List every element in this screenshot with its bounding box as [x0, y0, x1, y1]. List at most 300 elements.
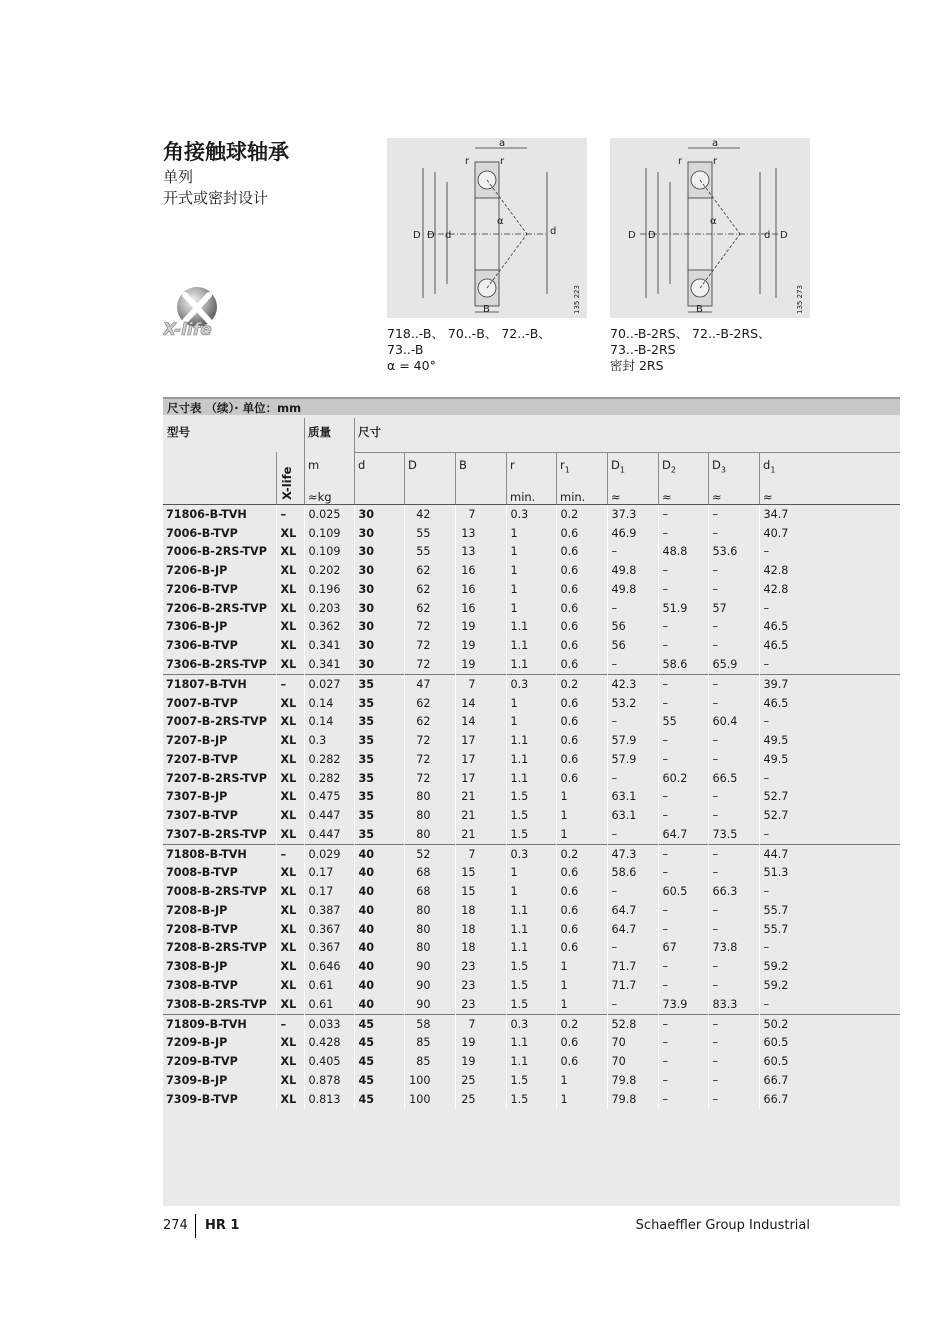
cell-r: 1.1: [506, 1033, 556, 1052]
cell-D3: 83.3: [708, 995, 759, 1014]
table-row: [163, 543, 900, 562]
cell-D2: –: [658, 618, 708, 637]
cell-D: 62: [404, 599, 455, 618]
cell-B: 16: [455, 599, 506, 618]
cell-D1: 63.1: [607, 806, 658, 825]
cell-designation: 7309-B-JP: [163, 1071, 276, 1090]
cell-D3: –: [708, 694, 759, 713]
cell-mass: 0.282: [304, 750, 354, 769]
cell-D2: –: [658, 864, 708, 883]
col-xlife: X-life: [280, 466, 294, 500]
col-D3: $D_3$: [712, 458, 726, 475]
cell-mass: 0.475: [304, 787, 354, 806]
cell-D3: –: [708, 901, 759, 920]
cell-D1: 56: [607, 636, 658, 655]
cell-B: 15: [455, 882, 506, 901]
cell-D: 80: [404, 825, 455, 844]
table-row: [163, 694, 900, 713]
cell-r1: 0.2: [556, 505, 607, 524]
cell-designation: 7208-B-2RS-TVP: [163, 939, 276, 958]
cell-D2: 58.6: [658, 655, 708, 674]
cell-D: 55: [404, 524, 455, 543]
cell-designation: 71809-B-TVH: [163, 1014, 276, 1033]
cell-d1: –: [759, 712, 900, 731]
cell-designation: 7007-B-TVP: [163, 694, 276, 713]
cell-D2: –: [658, 1071, 708, 1090]
cell-r1: 0.6: [556, 882, 607, 901]
cell-D3: –: [708, 580, 759, 599]
cell-d1: 50.2: [759, 1014, 900, 1033]
cell-d: 35: [354, 694, 404, 713]
table-row: [163, 561, 900, 580]
cell-D3: 57: [708, 599, 759, 618]
cell-mass: 0.203: [304, 599, 354, 618]
table-row: [163, 1071, 900, 1090]
cell-xlife: XL: [276, 655, 304, 674]
cell-D3: 66.3: [708, 882, 759, 901]
cell-r1: 1: [556, 787, 607, 806]
cell-D: 72: [404, 618, 455, 637]
cell-d: 45: [354, 1071, 404, 1090]
cell-designation: 7308-B-TVP: [163, 976, 276, 995]
cell-D: 80: [404, 787, 455, 806]
cell-xlife: XL: [276, 995, 304, 1014]
cell-D2: –: [658, 1033, 708, 1052]
table-title: 尺寸表 （续）· 单位：mm: [163, 397, 900, 415]
cell-xlife: XL: [276, 920, 304, 939]
col-designation: 型号: [167, 425, 190, 439]
cell-D1: –: [607, 995, 658, 1014]
cell-D2: –: [658, 920, 708, 939]
cell-d1: 60.5: [759, 1052, 900, 1071]
cell-xlife: XL: [276, 864, 304, 883]
cell-xlife: XL: [276, 731, 304, 750]
cell-D: 100: [404, 1071, 455, 1090]
cell-D2: 64.7: [658, 825, 708, 844]
cell-xlife: XL: [276, 825, 304, 844]
table-row: [163, 825, 900, 844]
cell-B: 14: [455, 712, 506, 731]
cell-r1: 0.2: [556, 844, 607, 863]
cell-d: 30: [354, 618, 404, 637]
table-row: [163, 957, 900, 976]
cell-d1: 52.7: [759, 806, 900, 825]
cell-D3: –: [708, 731, 759, 750]
cell-B: 13: [455, 524, 506, 543]
cell-B: 16: [455, 580, 506, 599]
cell-D3: 53.6: [708, 543, 759, 562]
x-life-logo: [163, 285, 243, 345]
cell-xlife: XL: [276, 636, 304, 655]
cell-mass: 0.282: [304, 769, 354, 788]
cell-d: 35: [354, 825, 404, 844]
cell-D2: –: [658, 787, 708, 806]
cell-xlife: XL: [276, 712, 304, 731]
col-D1: $D_1$: [611, 458, 625, 475]
cell-mass: 0.878: [304, 1071, 354, 1090]
cell-designation: 7206-B-JP: [163, 561, 276, 580]
cell-r1: 0.6: [556, 939, 607, 958]
table-row: [163, 580, 900, 599]
cell-xlife: XL: [276, 1033, 304, 1052]
cell-mass: 0.14: [304, 694, 354, 713]
cell-r: 1.5: [506, 1071, 556, 1090]
cell-d: 30: [354, 524, 404, 543]
fig1-caption-line1: 718..-B、 70..-B、 72..-B、: [387, 326, 551, 341]
cell-D2: –: [658, 1052, 708, 1071]
cell-D1: 56: [607, 618, 658, 637]
cell-xlife: XL: [276, 882, 304, 901]
cell-D2: –: [658, 1090, 708, 1109]
cell-mass: 0.61: [304, 976, 354, 995]
cell-D3: –: [708, 806, 759, 825]
cell-D: 80: [404, 806, 455, 825]
cell-d1: 46.5: [759, 636, 900, 655]
cell-xlife: XL: [276, 599, 304, 618]
cell-D1: –: [607, 825, 658, 844]
col-r: r: [510, 458, 515, 472]
cell-D2: –: [658, 957, 708, 976]
cell-mass: 0.17: [304, 864, 354, 883]
cell-D: 62: [404, 694, 455, 713]
cell-xlife: –: [276, 844, 304, 863]
cell-B: 7: [455, 1014, 506, 1033]
cell-D1: –: [607, 882, 658, 901]
cell-D2: –: [658, 561, 708, 580]
table-row: [163, 901, 900, 920]
cell-designation: 7007-B-2RS-TVP: [163, 712, 276, 731]
cell-D2: –: [658, 674, 708, 693]
cell-designation: 7206-B-TVP: [163, 580, 276, 599]
cell-d1: 66.7: [759, 1090, 900, 1109]
cell-r: 1.5: [506, 995, 556, 1014]
cell-designation: 7006-B-2RS-TVP: [163, 543, 276, 562]
cell-r: 1: [506, 599, 556, 618]
cell-r: 1: [506, 712, 556, 731]
fig2-label-r1: r: [713, 156, 718, 167]
fig1-caption-line2: 73..-B: [387, 342, 424, 357]
col-D: D: [408, 458, 417, 472]
table-row: [163, 674, 900, 693]
col-D1-approx: ≈: [611, 490, 621, 504]
cell-d1: 39.7: [759, 674, 900, 693]
subtitle-design: 开式或密封设计: [163, 189, 269, 207]
cell-B: 15: [455, 864, 506, 883]
fig2-caption: [610, 326, 771, 374]
fig2-caption-line2: 73..-B-2RS: [610, 342, 676, 357]
cell-D3: –: [708, 1071, 759, 1090]
fig1-label-r1: r: [500, 156, 505, 167]
fig1-label-D: D: [413, 230, 421, 241]
cell-d1: 46.5: [759, 694, 900, 713]
cell-r1: 0.6: [556, 599, 607, 618]
cell-D: 68: [404, 882, 455, 901]
cell-D1: 71.7: [607, 976, 658, 995]
cell-designation: 7207-B-JP: [163, 731, 276, 750]
cell-D2: –: [658, 694, 708, 713]
cell-r: 1.1: [506, 750, 556, 769]
cell-r: 1: [506, 580, 556, 599]
table-row: [163, 1014, 900, 1033]
cell-D1: 49.8: [607, 580, 658, 599]
cell-D: 80: [404, 901, 455, 920]
cell-D3: –: [708, 524, 759, 543]
cell-d: 35: [354, 731, 404, 750]
table-row: [163, 787, 900, 806]
dimension-table: [163, 505, 901, 1109]
cell-D3: –: [708, 844, 759, 863]
cell-D3: –: [708, 920, 759, 939]
cell-B: 18: [455, 939, 506, 958]
cell-D3: –: [708, 1014, 759, 1033]
cell-D1: 53.2: [607, 694, 658, 713]
cell-r1: 0.6: [556, 864, 607, 883]
cell-r1: 0.6: [556, 580, 607, 599]
cell-mass: 0.341: [304, 655, 354, 674]
cell-d1: 59.2: [759, 957, 900, 976]
table-row: [163, 655, 900, 674]
cell-mass: 0.025: [304, 505, 354, 524]
cell-r: 0.3: [506, 505, 556, 524]
cell-r1: 0.6: [556, 1052, 607, 1071]
cell-d: 30: [354, 543, 404, 562]
cell-d1: –: [759, 939, 900, 958]
cell-d: 35: [354, 769, 404, 788]
cell-r: 1: [506, 882, 556, 901]
table-row: [163, 1090, 900, 1109]
cell-D: 90: [404, 957, 455, 976]
cell-d1: 40.7: [759, 524, 900, 543]
cell-D: 58: [404, 1014, 455, 1033]
cell-D1: 70: [607, 1052, 658, 1071]
cell-xlife: XL: [276, 976, 304, 995]
cell-D3: –: [708, 618, 759, 637]
cell-mass: 0.362: [304, 618, 354, 637]
cell-mass: 0.447: [304, 806, 354, 825]
cell-r1: 0.6: [556, 694, 607, 713]
cell-d1: 42.8: [759, 580, 900, 599]
cell-r1: 1: [556, 976, 607, 995]
cell-mass: 0.447: [304, 825, 354, 844]
table-row: [163, 806, 900, 825]
cell-r1: 1: [556, 806, 607, 825]
cell-mass: 0.109: [304, 543, 354, 562]
cell-d1: 55.7: [759, 901, 900, 920]
fig2-label-d2: d: [764, 230, 771, 241]
cell-d: 40: [354, 957, 404, 976]
cell-D: 80: [404, 939, 455, 958]
cell-designation: 7206-B-2RS-TVP: [163, 599, 276, 618]
cell-r1: 0.6: [556, 712, 607, 731]
cell-D2: 51.9: [658, 599, 708, 618]
fig1-label-D1: D: [427, 230, 435, 241]
cell-r1: 1: [556, 1090, 607, 1109]
cell-d1: 55.7: [759, 920, 900, 939]
fig2-code: 135 273: [796, 285, 804, 314]
fig2-label-r: r: [678, 156, 683, 167]
table-row: [163, 524, 900, 543]
cell-r: 1.5: [506, 806, 556, 825]
cell-designation: 7308-B-2RS-TVP: [163, 995, 276, 1014]
cell-mass: 0.387: [304, 901, 354, 920]
cell-D1: 71.7: [607, 957, 658, 976]
cell-d: 45: [354, 1014, 404, 1033]
cell-B: 19: [455, 618, 506, 637]
page-title: 角接触球轴承: [163, 140, 289, 164]
cell-xlife: XL: [276, 750, 304, 769]
catalog-code: HR 1: [205, 1218, 240, 1233]
cell-D: 52: [404, 844, 455, 863]
col-D2: $D_2$: [662, 458, 676, 475]
company-name: Schaeffler Group Industrial: [635, 1218, 810, 1233]
cell-D1: –: [607, 769, 658, 788]
fig2-label-D3: D: [780, 230, 788, 241]
cell-D3: 66.5: [708, 769, 759, 788]
cell-r1: 0.6: [556, 769, 607, 788]
cell-r: 1.1: [506, 769, 556, 788]
cell-r: 1.1: [506, 655, 556, 674]
bearing-drawing-sealed: [610, 138, 810, 318]
fig2-caption-line3: 密封 2RS: [610, 358, 664, 373]
cell-D2: 60.2: [658, 769, 708, 788]
cell-r: 1: [506, 524, 556, 543]
cell-D1: 47.3: [607, 844, 658, 863]
cell-D1: 42.3: [607, 674, 658, 693]
cell-r1: 1: [556, 995, 607, 1014]
cell-designation: 7306-B-2RS-TVP: [163, 655, 276, 674]
cell-designation: 7307-B-TVP: [163, 806, 276, 825]
cell-xlife: –: [276, 505, 304, 524]
cell-r1: 1: [556, 957, 607, 976]
cell-xlife: XL: [276, 939, 304, 958]
cell-B: 23: [455, 976, 506, 995]
cell-D1: –: [607, 543, 658, 562]
cell-r1: 0.6: [556, 636, 607, 655]
table-row: [163, 920, 900, 939]
cell-d: 35: [354, 787, 404, 806]
cell-D: 62: [404, 712, 455, 731]
cell-r: 0.3: [506, 844, 556, 863]
cell-mass: 0.367: [304, 920, 354, 939]
cell-designation: 7309-B-TVP: [163, 1090, 276, 1109]
cell-d: 30: [354, 599, 404, 618]
cell-D: 42: [404, 505, 455, 524]
page-number: 274: [163, 1218, 188, 1233]
cell-r1: 0.2: [556, 674, 607, 693]
fig1-label-d1: d: [550, 226, 557, 237]
cell-D2: –: [658, 731, 708, 750]
cell-B: 7: [455, 844, 506, 863]
cell-mass: 0.3: [304, 731, 354, 750]
fig1-label-alpha: α: [497, 216, 504, 227]
col-m: m: [308, 458, 320, 472]
cell-B: 17: [455, 750, 506, 769]
cell-D1: 49.8: [607, 561, 658, 580]
cell-xlife: –: [276, 674, 304, 693]
cell-xlife: XL: [276, 806, 304, 825]
cell-D1: 79.8: [607, 1090, 658, 1109]
cell-mass: 0.14: [304, 712, 354, 731]
col-d: d: [358, 458, 366, 472]
fig1-label-a: a: [499, 138, 506, 149]
cell-r: 0.3: [506, 1014, 556, 1033]
cell-D1: 46.9: [607, 524, 658, 543]
cell-D: 72: [404, 731, 455, 750]
cell-d1: –: [759, 599, 900, 618]
cell-d: 30: [354, 580, 404, 599]
cell-r1: 0.6: [556, 561, 607, 580]
cell-d1: –: [759, 769, 900, 788]
fig1-label-B: B: [483, 304, 490, 315]
fig1-caption: [387, 326, 551, 374]
bearing-drawing-open: [387, 138, 587, 318]
cell-designation: 7306-B-JP: [163, 618, 276, 637]
cell-D2: –: [658, 1014, 708, 1033]
cell-designation: 7208-B-TVP: [163, 920, 276, 939]
cell-mass: 0.109: [304, 524, 354, 543]
cell-B: 14: [455, 694, 506, 713]
cell-B: 19: [455, 1033, 506, 1052]
cell-d1: –: [759, 543, 900, 562]
cell-D2: –: [658, 580, 708, 599]
cell-r1: 0.6: [556, 524, 607, 543]
cell-d: 40: [354, 995, 404, 1014]
cell-xlife: XL: [276, 543, 304, 562]
cell-d: 40: [354, 976, 404, 995]
col-d1-approx: ≈: [763, 490, 773, 504]
cell-D3: –: [708, 561, 759, 580]
cell-r: 1: [506, 694, 556, 713]
fig2-label-alpha: α: [710, 216, 717, 227]
cell-r1: 0.6: [556, 1033, 607, 1052]
cell-d: 35: [354, 806, 404, 825]
cell-r: 0.3: [506, 674, 556, 693]
cell-B: 23: [455, 957, 506, 976]
table-row: [163, 864, 900, 883]
cell-d: 35: [354, 750, 404, 769]
cell-xlife: XL: [276, 561, 304, 580]
table-row: [163, 750, 900, 769]
cell-r: 1.5: [506, 1090, 556, 1109]
cell-xlife: XL: [276, 618, 304, 637]
cell-xlife: XL: [276, 580, 304, 599]
cell-r: 1.5: [506, 787, 556, 806]
cell-mass: 0.367: [304, 939, 354, 958]
cell-mass: 0.033: [304, 1014, 354, 1033]
col-mass: 质量: [308, 425, 331, 439]
table-row: [163, 1052, 900, 1071]
cell-B: 7: [455, 674, 506, 693]
cell-r1: 0.6: [556, 750, 607, 769]
cell-d1: 44.7: [759, 844, 900, 863]
table-row: [163, 505, 900, 524]
cell-d: 40: [354, 882, 404, 901]
footer-divider: [195, 1214, 196, 1238]
cell-xlife: –: [276, 1014, 304, 1033]
col-r1: $r_1$: [560, 458, 570, 475]
cell-D3: –: [708, 864, 759, 883]
cell-D: 72: [404, 655, 455, 674]
cell-d1: 66.7: [759, 1071, 900, 1090]
cell-D: 100: [404, 1090, 455, 1109]
cell-designation: 7008-B-TVP: [163, 864, 276, 883]
fig2-label-D2: D: [648, 230, 656, 241]
cell-D3: –: [708, 1090, 759, 1109]
cell-r1: 0.6: [556, 543, 607, 562]
cell-B: 7: [455, 505, 506, 524]
cell-mass: 0.029: [304, 844, 354, 863]
cell-D1: 79.8: [607, 1071, 658, 1090]
